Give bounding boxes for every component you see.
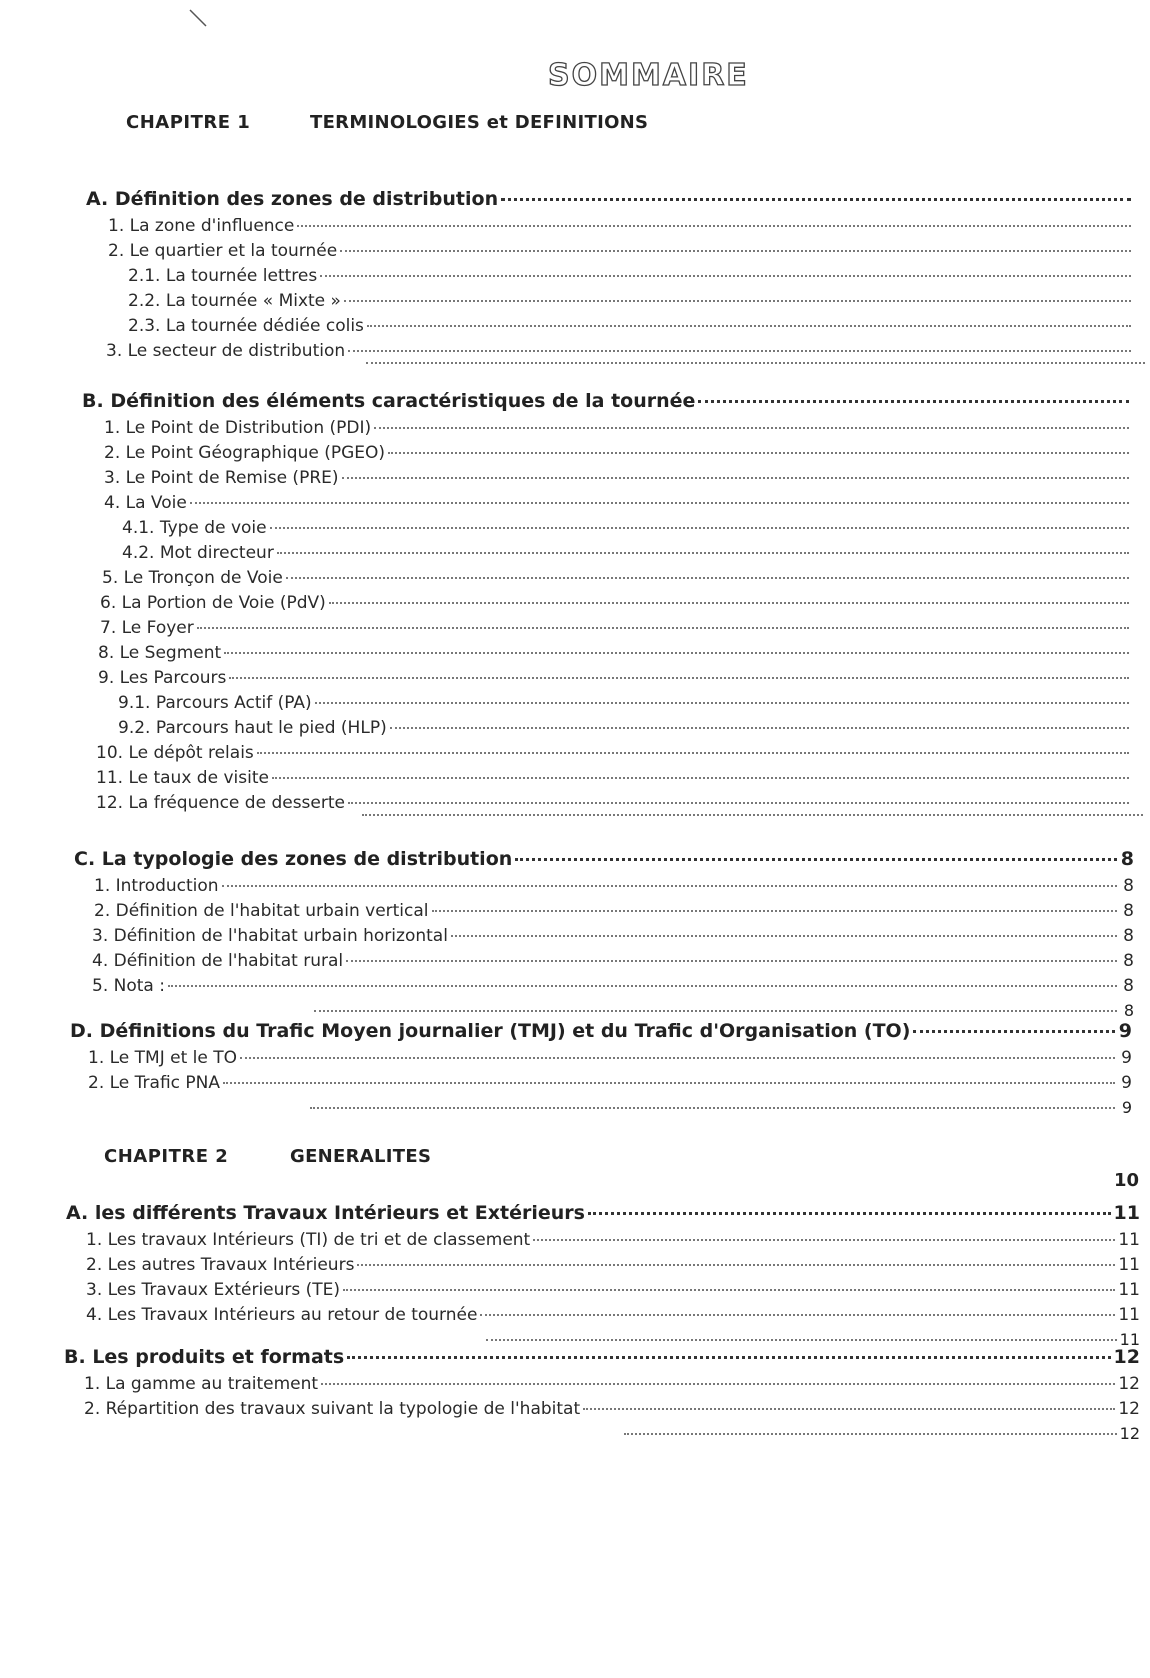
dot-leader <box>913 1030 1115 1033</box>
toc-item[interactable]: 2.3. La tournée dédiée colis <box>86 316 1148 341</box>
toc-item[interactable]: 2.1. La tournée lettres <box>86 266 1148 291</box>
toc-section-1d <box>70 1020 1132 1122</box>
toc-item[interactable]: 2. Les autres Travaux Intérieurs 11 <box>86 1255 1140 1275</box>
dot-leader <box>224 652 1129 654</box>
toc-heading[interactable]: B. Définition des éléments caractéristiques de la tournée <box>82 390 1146 418</box>
dot-leader <box>314 1010 1117 1012</box>
toc-item[interactable]: 4.1. Type de voie <box>82 518 1146 543</box>
dot-leader <box>451 935 1117 937</box>
page-title: SOMMAIRE <box>548 58 749 93</box>
dot-leader <box>533 1239 1115 1241</box>
toc-item[interactable]: 9.2. Parcours haut le pied (HLP) <box>82 718 1146 743</box>
toc-item[interactable]: 2. Le Trafic PNA 9 <box>88 1073 1132 1093</box>
toc-item[interactable]: 3. Définition de l'habitat urbain horizontal 8 <box>92 926 1134 946</box>
toc-trailing-leader: 8 <box>74 1001 1134 1025</box>
dot-leader <box>197 627 1129 629</box>
dot-leader <box>390 727 1129 729</box>
toc-heading[interactable]: B. Les produits et formats 12 <box>64 1346 1140 1368</box>
dot-leader <box>270 527 1129 529</box>
dot-leader <box>432 910 1117 912</box>
dot-leader <box>257 752 1129 754</box>
chapter-1-header <box>126 112 648 133</box>
toc-item[interactable]: 4. Définition de l'habitat rural 8 <box>92 951 1134 971</box>
dot-leader <box>229 677 1129 679</box>
dot-leader <box>357 1264 1115 1266</box>
scan-artifact-mark <box>188 8 210 30</box>
dot-leader <box>388 452 1129 454</box>
dot-leader <box>501 198 1131 201</box>
chapter-2-name: GENERALITES <box>290 1146 432 1167</box>
dot-leader <box>366 362 1145 364</box>
toc-item[interactable]: 7. Le Foyer <box>82 618 1146 643</box>
dot-leader <box>480 1314 1115 1316</box>
dot-leader <box>374 427 1129 429</box>
toc-item[interactable]: 5. Le Tronçon de Voie <box>82 568 1146 593</box>
dot-leader <box>329 602 1129 604</box>
toc-item[interactable]: 2. Définition de l'habitat urbain vertical 8 <box>94 901 1134 921</box>
dot-leader <box>223 1082 1115 1084</box>
toc-heading[interactable]: C. La typologie des zones de distribution 8 <box>74 848 1134 870</box>
dot-leader <box>347 1356 1110 1359</box>
dot-leader <box>344 300 1131 302</box>
dot-leader <box>346 960 1117 962</box>
toc-item[interactable]: 2. Le Point Géographique (PGEO) <box>82 443 1146 468</box>
toc-item[interactable]: 6. La Portion de Voie (PdV) <box>82 593 1146 618</box>
dot-leader <box>286 577 1129 579</box>
toc-item[interactable]: 2. Répartition des travaux suivant la typologie de l'habitat 12 <box>84 1399 1140 1419</box>
toc-trailing-leader: 11 <box>66 1330 1140 1354</box>
toc-item[interactable]: 1. Introduction 8 <box>94 876 1134 896</box>
dot-leader <box>342 477 1129 479</box>
dot-leader <box>321 1383 1115 1385</box>
toc-heading[interactable]: A. Définition des zones de distribution <box>86 188 1148 216</box>
toc-section-2b <box>64 1346 1140 1448</box>
toc-item[interactable]: 2. Le quartier et la tournée <box>86 241 1148 266</box>
chapter-1-name: TERMINOLOGIES et DEFINITIONS <box>310 112 649 133</box>
toc-item[interactable]: 8. Le Segment <box>82 643 1146 668</box>
dot-leader <box>343 1289 1115 1291</box>
dot-leader <box>297 225 1131 227</box>
dot-leader <box>222 885 1117 887</box>
dot-leader <box>310 1107 1115 1109</box>
toc-item[interactable]: 1. La gamme au traitement 12 <box>84 1374 1140 1394</box>
toc-trailing-leader <box>82 818 1146 842</box>
dot-leader <box>348 350 1131 352</box>
dot-leader <box>320 275 1131 277</box>
toc-item[interactable]: 5. Nota : 8 <box>92 976 1134 996</box>
toc-item[interactable]: 3. Le Point de Remise (PRE) <box>82 468 1146 493</box>
dot-leader <box>362 814 1143 816</box>
dot-leader <box>486 1339 1117 1341</box>
toc-item[interactable]: 9. Les Parcours <box>82 668 1146 693</box>
toc-section-1b <box>82 390 1146 842</box>
toc-heading[interactable]: A. les différents Travaux Intérieurs et Extérieurs 11 <box>66 1202 1140 1224</box>
toc-item[interactable]: 11. Le taux de visite <box>82 768 1146 793</box>
toc-section-2a <box>66 1202 1140 1354</box>
dot-leader <box>588 1212 1111 1215</box>
toc-item[interactable]: 9.1. Parcours Actif (PA) <box>82 693 1146 718</box>
dot-leader <box>367 325 1131 327</box>
dot-leader <box>315 702 1129 704</box>
toc-item[interactable]: 3. Les Travaux Extérieurs (TE) 11 <box>86 1280 1140 1300</box>
toc-item[interactable]: 4. La Voie <box>82 493 1146 518</box>
chapter-2-page: 10 <box>1114 1170 1140 1191</box>
dot-leader <box>240 1057 1115 1059</box>
dot-leader <box>624 1433 1117 1435</box>
toc-item[interactable]: 1. La zone d'influence <box>86 216 1148 241</box>
toc-item[interactable]: 4.2. Mot directeur <box>82 543 1146 568</box>
toc-item[interactable]: 2.2. La tournée « Mixte » <box>86 291 1148 316</box>
toc-item[interactable]: 3. Le secteur de distribution <box>86 341 1148 366</box>
chapter-2-number: CHAPITRE 2 <box>104 1146 229 1167</box>
toc-section-1c <box>74 848 1134 1025</box>
dot-leader <box>340 250 1131 252</box>
toc-trailing-leader <box>86 366 1148 390</box>
chapter-2-header <box>104 1146 431 1167</box>
dot-leader <box>348 802 1129 804</box>
dot-leader <box>515 858 1117 861</box>
toc-item[interactable]: 1. Le TMJ et le TO 9 <box>88 1048 1132 1068</box>
toc-item[interactable]: 1. Le Point de Distribution (PDI) <box>82 418 1146 443</box>
dot-leader <box>168 985 1117 987</box>
dot-leader <box>583 1408 1115 1410</box>
chapter-1-number: CHAPITRE 1 <box>126 112 251 133</box>
dot-leader <box>190 502 1129 504</box>
dot-leader <box>277 552 1129 554</box>
dot-leader <box>698 400 1129 403</box>
toc-item[interactable]: 1. Les travaux Intérieurs (TI) de tri et de classement 11 <box>86 1230 1140 1250</box>
toc-trailing-leader: 9 <box>70 1098 1132 1122</box>
toc-item[interactable]: 4. Les Travaux Intérieurs au retour de tournée 11 <box>86 1305 1140 1325</box>
toc-item[interactable]: 10. Le dépôt relais <box>82 743 1146 768</box>
toc-heading[interactable]: D. Définitions du Trafic Moyen journalier (TMJ) et du Trafic d'Organisation (TO) 9 <box>70 1020 1132 1042</box>
dot-leader <box>272 777 1129 779</box>
toc-trailing-leader: 12 <box>64 1424 1140 1448</box>
toc-section-1a <box>86 188 1148 390</box>
toc-item[interactable]: 12. La fréquence de desserte <box>82 793 1146 818</box>
